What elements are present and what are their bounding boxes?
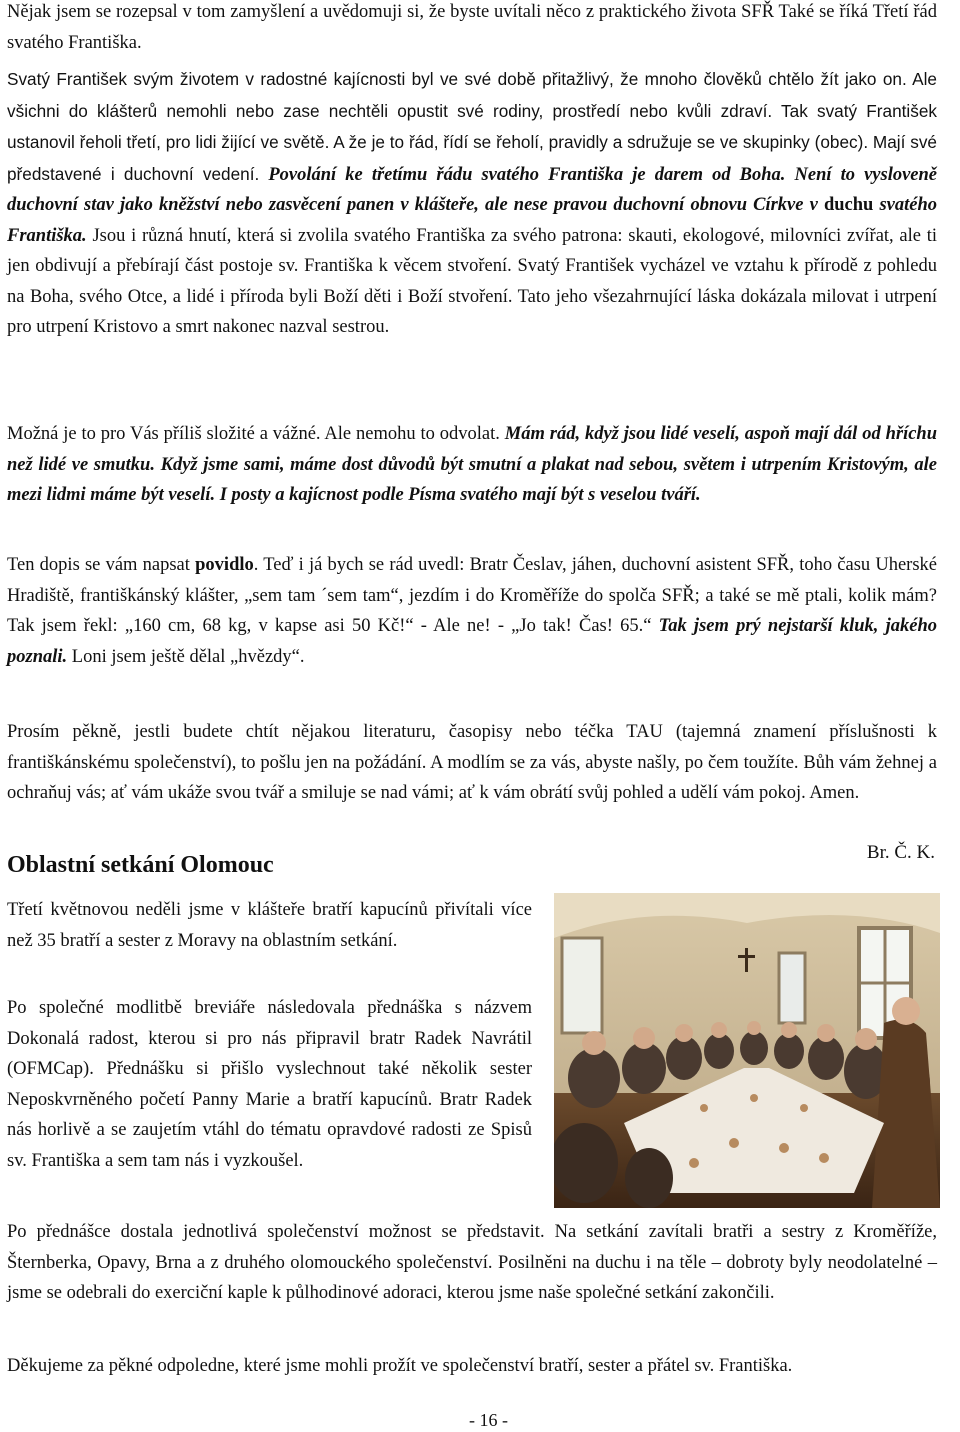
section-heading: Oblastní setkání Olomouc: [7, 852, 274, 878]
signature: Br. Č. K.: [866, 842, 935, 863]
blessing-paragraph: Prosím pěkně, jestli budete chtít nějakou literaturu, časopisy nebo téčka TAU (tajemná znamení příslušnosti k františkánskému společenství), to pošlu jen na požádání. A modlím se za vás, abyste našly, po čem toužíte. Bůh vám žehnej a ochraňuj vás; ať vám ukáže svou tvář a smiluje se nad vámi; ať k vám obrátí svůj pohled a udělí vám pokoj. Amen.: [7, 722, 937, 803]
vocation-emphasis: Povolání ke třetímu řádu svatého Františka je darem od Boha.: [268, 164, 786, 185]
thanks-paragraph: Děkujeme za pěkné odpoledne, které jsme mohli prožít ve společenství bratří, sester a přátel sv. Františka.: [7, 1356, 793, 1376]
rule-sans-text: Svatý František svým životem v radostné kajícnosti byl ve své době přitažlivý, že mnoho člověků chtělo žít jako on. Ale všichni do klášterů nemohli nebo zase nechtěli opustit své rodiny, prostředí nebo kvůli zdraví. Tak svatý František ustanovil řeholi třetí, pro lidi žijící ve světě. A že je to řád, řídí se řeholí, pravidly a sdružuje se ve skupinky (obec). Mají své představené i duchovní vedení.: [7, 69, 937, 184]
francis-emphasis: svatého Františka.: [7, 195, 938, 246]
author-paragraph: [7, 550, 937, 672]
oldest-kid-emphasis: Tak jsem prý nejstarší kluk, jakého poznali.: [7, 616, 938, 667]
rule-paragraph: [7, 64, 937, 343]
page-number: - 16 -: [469, 1410, 508, 1430]
movements-text: Jsou i různá hnutí, která si zvolila svatého Františka za svého patrona: skauti, ekologové, milovníci zvířat, ale ti jen obdivují a přebírají část postoje sv. Františka k věcem stvoření. Svatý František vycházel ve vztahu k přírodě z pohledu na Boha, svého Otce, a lidé i příroda byli Boží děti i Boží stvoření. Tato jeho všezahrnující láska dokázala milovat i utrpení pro utrpení Kristovo a smrt nakonec nazval sestrou.: [7, 225, 938, 337]
bold-word-povidlo: povidlo: [195, 555, 254, 575]
meeting-photo: [554, 893, 940, 1208]
intro-paragraph: Nějak jsem se rozepsal v tom zamyšlení a uvědomuji si, že byste uvítali něco z praktického života SFŘ Také se říká Třetí řád svatého Františka.: [7, 2, 937, 53]
introductions-paragraph: Po přednášce dostala jednotlivá společenství možnost se představit. Na setkání zavítali bratři a sestry z Kroměříže, Šternberka, Opavy, Brna a z druhého olomouckého společenství. Posilněni na duchu i na těle – dobroty byly neodolatelné – jsme se odebrali do exerciční kaple k půlhodinové adoraci, kterou jsme naše společné setkání zakončili.: [7, 1222, 937, 1303]
lecture-paragraph: Po společné modlitbě breviáře následovala přednáška s názvem Dokonalá radost, kterou si pro nás připravil bratr Radek Navrátil (OFMCap). Přednášku si přišlo vyslechnout také několik sester Neposkvrněného početí Panny Marie a bratří kapucínů. Bratr Radek nás horlivě a se zaujetím vtáhl do tématu opravdové radosti ze Spisů sv. Františka a sem tam nás i vyzkoušel.: [7, 998, 532, 1171]
author-text-2: . Teď i já bych se rád uvedl: Bratr Česlav, jáhen, duchovní asistent SFŘ, toho času Uherské Hradiště, františkánský klášter, „sem tam ´sem tam“, jezdím i do Kroměříže do spolča SFŘ; a také se mě ptali, kolik mám? Tak jsem řekl: „160 cm, 68 kg, v kapse asi 50 Kč!“ - Ale ne! - „Jo tak! Čas! 65.“: [7, 555, 938, 636]
bold-word-duchu: duchu: [823, 195, 874, 215]
joy-plain-text: Možná je to pro Vás příliš složité a vážné. Ale nemohu to odvolat.: [7, 424, 500, 444]
joy-emphasis: Mám rád, když jsou lidé veselí, aspoň mají dál od hříchu než lidé ve smutku. Když jsme sami, máme dost důvodů být smutní a plakat nad sebou, světem i utrpením Kristovým, ale mezi lidmi máme být veselí. I posty a kajícnost podle Písma svatého mají být s veselou tváří.: [7, 424, 937, 505]
author-text-1: Ten dopis se vám napsat: [7, 555, 190, 575]
joy-paragraph: [7, 419, 937, 511]
meeting-intro-paragraph: Třetí květnovou neděli jsme v klášteře bratří kapucínů přivítali více než 35 bratří a sester z Moravy na oblastním setkání.: [7, 900, 532, 951]
author-text-3: Loni jsem ještě dělal „hvězdy“.: [71, 646, 305, 667]
renewal-emphasis: Není to vysloveně duchovní stav jako kněžství nebo zasvěcení panen v klášteře, ale nese pravou duchovní obnovu Církve v: [7, 164, 938, 215]
